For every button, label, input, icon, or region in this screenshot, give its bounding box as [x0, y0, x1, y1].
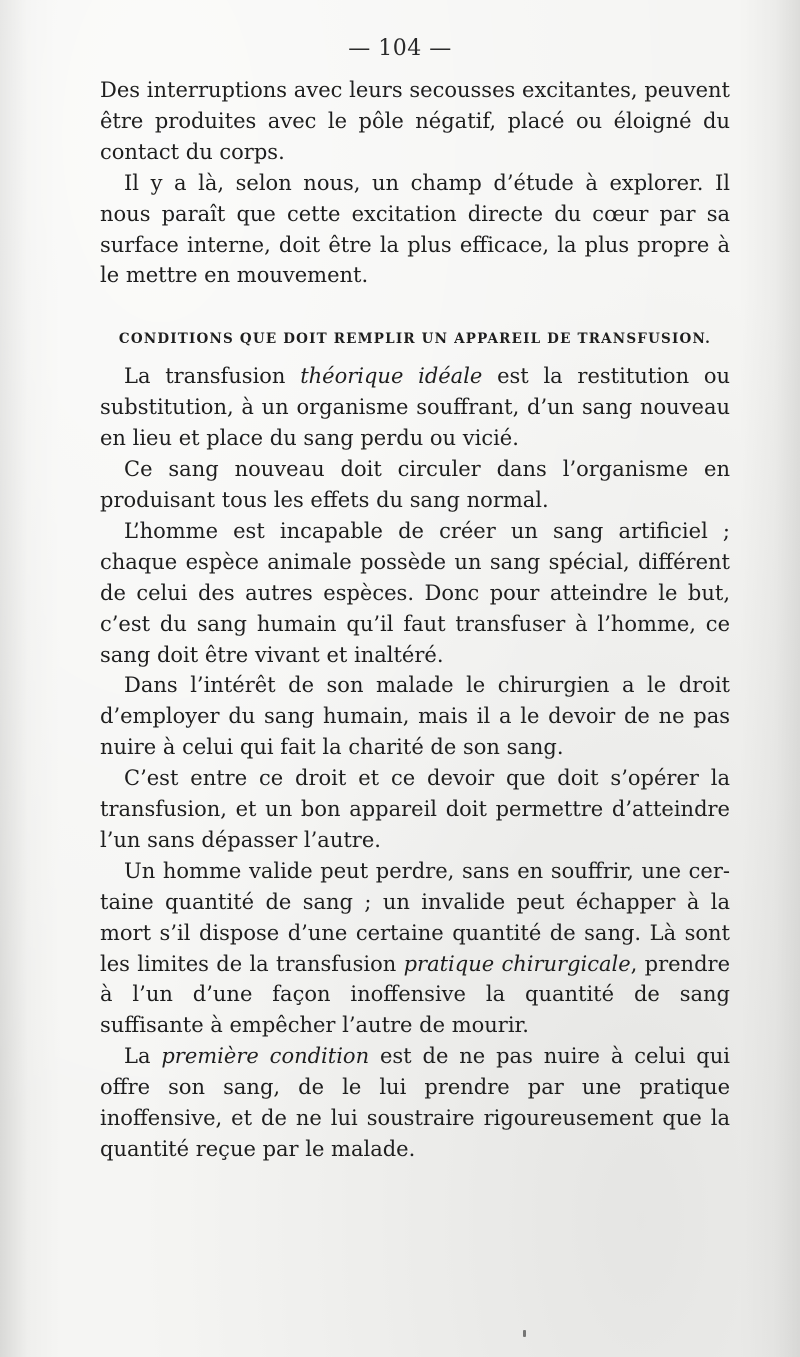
paragraph: Des interruptions avec leurs secousses excitantes, peuvent être produites avec le pôle négatif, placé ou éloigné du contact du corps. [100, 78, 730, 164]
page-body [100, 75, 730, 1165]
text-run: est la restitution ou substitution, à un organisme souffrant, d’un sang nouveau en lieu et place du sang perdu ou vicié. [100, 364, 730, 451]
paragraph: C’est entre ce droit et ce devoir que doit s’opérer la transfusion, et un bon appareil doit permettre d’atteindre l’un sans dépasser l’autre. [100, 766, 730, 852]
paragraph [100, 361, 730, 454]
paragraph [100, 1041, 730, 1165]
italic-term: première condition [161, 1044, 370, 1069]
paragraph [100, 856, 730, 1041]
paragraph: Il y a là, selon nous, un champ d’étude à explorer. Il nous paraît que cette excitation directe du cœur par sa surface interne, doit être la plus efficace, la plus propre à le mettre en mouvement. [100, 170, 730, 288]
text-run: La transfusion [124, 364, 301, 389]
ink-mark [523, 1330, 526, 1337]
section-heading: CONDITIONS QUE DOIT REMPLIR UN APPAREIL DE TRANSFUSION. [118, 331, 712, 348]
text-run: Un homme valide peut perdre, sans en souffrir, une certaine quantité de sang ; un invalide peut échapper à la mort s’il dispose d’une certaine quantité de sang. Là sont les limites de la transfusion [100, 858, 730, 976]
text-run: La [124, 1044, 162, 1069]
paragraph: Ce sang nouveau doit circuler dans l’organisme en produisant tous les effets du sang normal. [100, 457, 730, 512]
page-number: — 104 — [348, 36, 452, 61]
italic-term: pratique chirurgicale [403, 951, 631, 976]
text-run: , prendre à l’un d’une façon inoffensive la quantité de sang suffisante à empêcher l’autre de mourir. [100, 951, 730, 1038]
paragraph: Dans l’intérêt de son malade le chirurgien a le droit d’employer du sang humain, mais il a le devoir de ne pas nuire à celui qui fait la charité de son sang. [100, 673, 730, 760]
italic-term: théorique idéale [300, 364, 483, 389]
text-run: est de ne pas nuire à celui qui offre son sang, de le lui prendre par une pratique inoffensive, et de ne lui soustraire rigoureusement que la quantité reçue par le malade. [100, 1044, 730, 1161]
paragraph: L’homme est incapable de créer un sang artificiel ; chaque espèce animale possède un sang spécial, différent de celui des autres espèces. Donc pour atteindre le but, c’est du sang humain qu’il faut transfuser à l’homme, ce sang doit être vivant et inaltéré. [100, 518, 730, 667]
